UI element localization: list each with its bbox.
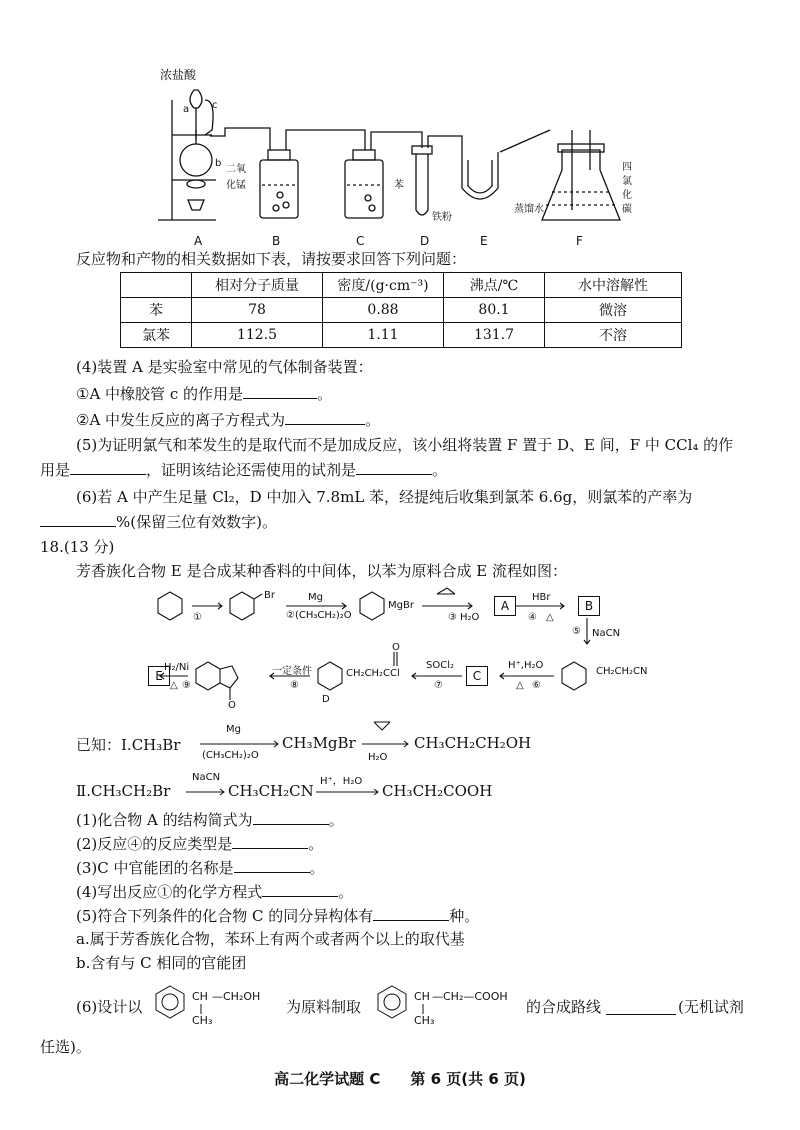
q2-text: (2)反应④的反应类型是: [76, 835, 233, 853]
known-mg: Mg: [226, 724, 241, 735]
label-b: b: [215, 158, 222, 169]
table-row: [121, 298, 682, 323]
table-cell: 苯: [121, 298, 192, 323]
epoxide: [437, 588, 455, 594]
table-cell: 不溶: [545, 323, 682, 348]
data-table: [120, 272, 682, 348]
q6-18-text2: 为原料制取: [286, 998, 362, 1016]
letter-B: B: [272, 234, 281, 248]
benzene-ring: [158, 592, 182, 620]
h2o-label: H₂O: [460, 612, 480, 623]
delta-label-3: △: [516, 680, 524, 691]
label-benzene: 苯: [394, 180, 404, 191]
q18-5a: a.属于芳香族化合物，苯环上有两个或者两个以上的取代基: [76, 930, 465, 948]
q5-line2: [40, 458, 760, 481]
h2ni-label: H₂/Ni: [164, 662, 190, 673]
period: 。: [309, 859, 325, 877]
q4b-text: ②A 中发生反应的离子方程式为: [76, 411, 286, 429]
step-9: ⑨: [182, 680, 191, 691]
period: 。: [338, 883, 354, 901]
carbonyl-o-label: O: [392, 642, 400, 653]
letter-F: F: [576, 234, 583, 248]
q18-1: [76, 808, 760, 831]
known-prod2: CH₃CH₂COOH: [382, 782, 493, 800]
round-flask: [180, 144, 212, 176]
step-8: ⑧: [290, 680, 299, 691]
table-cell: 微溶: [545, 298, 682, 323]
q6-18-text4: (无机试剂: [678, 998, 744, 1016]
table-header-row: [121, 273, 682, 298]
answer-blank[interactable]: [253, 808, 329, 825]
step-6: ⑥: [532, 680, 541, 691]
label-a: a: [183, 104, 190, 115]
m1-bond: [198, 1004, 204, 1014]
br-label: Br: [264, 590, 275, 601]
table-cell: 80.1: [444, 298, 545, 323]
compound-D: D: [322, 694, 330, 705]
q1-text: (1)化合物 A 的结构简式为: [76, 811, 253, 829]
label-ccl4-2: 氯: [622, 176, 632, 187]
q6-line1: (6)若 A 中产生足量 Cl₂，D 中加入 7.8mL 苯，经提纯后收集到氯苯 6.6g，则氯苯的产率为: [76, 488, 693, 506]
q5-text1: 用是: [40, 461, 71, 479]
table-header: 密度/(g·cm⁻³): [323, 273, 444, 298]
answer-blank[interactable]: [70, 458, 146, 475]
hbr-label: HBr: [532, 592, 551, 603]
m1-ch: CH: [192, 990, 208, 1003]
label-water: 蒸馏水: [514, 204, 544, 215]
q3-text: (3)C 中官能团的名称是: [76, 859, 234, 877]
answer-blank[interactable]: [606, 998, 676, 1015]
q18-intro: 芳香族化合物 E 是合成某种香料的中间体，以苯为原料合成 E 流程如图：: [76, 562, 567, 580]
bottle-C: [345, 160, 383, 218]
q6-18-text5: 任选)。: [40, 1038, 91, 1056]
q6-text: %(保留三位有效数字)。: [116, 513, 277, 531]
delta-label: △: [546, 612, 554, 623]
letter-C: C: [356, 234, 365, 248]
step-1: ①: [193, 612, 202, 623]
table-cell: 131.7: [444, 323, 545, 348]
hh2o-label: H⁺,H₂O: [508, 660, 544, 671]
m2-ch: CH: [414, 990, 430, 1003]
known-mid: CH₃MgBr: [282, 734, 356, 752]
q5-18-text: (5)符合下列条件的化合物 C 的同分异构体有: [76, 907, 374, 925]
known-arrow-2: [362, 716, 410, 750]
table-intro: 反应物和产物的相关数据如下表，请按要求回答下列问题：: [76, 250, 467, 268]
q4-part1: [76, 382, 760, 405]
q18-5b: b.含有与 C 相同的官能团: [76, 954, 247, 972]
box-E: E: [148, 666, 170, 686]
bromobenzene-ring: [230, 592, 254, 620]
known-nacn: NaCN: [192, 772, 221, 783]
socl2-label: SOCl₂: [426, 660, 454, 671]
table-header: [121, 273, 192, 298]
q6-18-text1: (6)设计以: [76, 998, 143, 1016]
q6-target-ring: [372, 980, 412, 1024]
mg-label: Mg: [308, 592, 323, 603]
table-cell: 氯苯: [121, 323, 192, 348]
box-A: A: [494, 596, 516, 616]
label-mno2-1: 二氧: [226, 164, 246, 175]
box-B: B: [578, 596, 600, 616]
label-c: c: [212, 100, 218, 111]
answer-blank[interactable]: [232, 832, 308, 849]
label-ccl4-4: 碳: [622, 204, 632, 215]
q6-line2: [40, 510, 760, 533]
q5-end: 种。: [449, 907, 480, 925]
period: 。: [365, 411, 381, 429]
known-arrow-4: [316, 788, 380, 796]
q18-2: [76, 832, 760, 855]
q4-18-text: (4)写出反应①的化学方程式: [76, 883, 263, 901]
page-footer: 高二化学试题 C 第 6 页(共 6 页): [274, 1070, 526, 1088]
answer-blank[interactable]: [356, 458, 432, 475]
indanone-ring: [196, 662, 220, 690]
delta-label-2: △: [170, 680, 178, 691]
burner: [188, 200, 204, 210]
grignard-ring: [360, 592, 384, 620]
known-ether: (CH₃CH₂)₂O: [202, 750, 259, 761]
answer-blank[interactable]: [40, 510, 116, 527]
step-7: ⑦: [434, 680, 443, 691]
known-arrow-3: [186, 788, 226, 796]
table-cell: 78: [192, 298, 323, 323]
table-row: [121, 323, 682, 348]
table-cell: 112.5: [192, 323, 323, 348]
period: 。: [328, 811, 344, 829]
period: 。: [432, 461, 448, 479]
table-header: 相对分子质量: [192, 273, 323, 298]
letter-E: E: [480, 234, 488, 248]
q18-4: [76, 880, 760, 903]
q6-18-text3: 的合成路线: [526, 998, 602, 1016]
step-3: ③: [448, 612, 457, 623]
known-mid2: CH₃CH₂CN: [228, 782, 314, 800]
q4-heading: (4)装置 A 是实验室中常见的气体制备装置：: [76, 358, 373, 376]
ether-label: ②(CH₃CH₂)₂O: [286, 610, 352, 621]
known-h2o: H₂O: [368, 752, 388, 763]
q18-heading: 18.(13 分): [40, 538, 115, 556]
answer-blank[interactable]: [262, 880, 338, 897]
period: 。: [317, 385, 333, 403]
ketone-o-label: O: [228, 700, 236, 711]
q5-line1: (5)为证明氯气和苯发生的是取代而不是加成反应，该小组将装置 F 置于 D、E 间，F 中 CCl₄ 的作: [76, 436, 734, 454]
q5-text2: ，证明该结论还需使用的试剂是: [146, 461, 357, 479]
acyl-chloride-ring: [318, 662, 342, 690]
answer-blank[interactable]: [234, 856, 310, 873]
test-tube-D: [416, 154, 428, 215]
step-4: ④: [528, 612, 537, 623]
period: 。: [308, 835, 324, 853]
q4a-text: ①A 中橡胶管 c 的作用是: [76, 385, 243, 403]
m1-rest: —CH₂OH: [212, 990, 261, 1003]
label-iron: 铁粉: [432, 212, 452, 223]
label-mno2-2: 化锰: [226, 180, 246, 191]
known-II: Ⅱ.CH₃CH₂Br: [76, 782, 171, 800]
acyl-label: CH₂CH₂CCl: [346, 668, 400, 679]
label-ccl4-3: 化: [622, 190, 632, 201]
answer-blank[interactable]: [243, 382, 317, 399]
known-prod1: CH₃CH₂CH₂OH: [414, 734, 532, 752]
letter-D: D: [420, 234, 430, 248]
m2-rest: —CH₂—COOH: [432, 990, 508, 1003]
cond-label: 一定条件: [272, 666, 312, 677]
label-acid: 浓盐酸: [160, 68, 197, 82]
known-arrow-1: [200, 740, 280, 748]
table-header: 沸点/℃: [444, 273, 545, 298]
q6-start-ring: [150, 980, 190, 1024]
nacn-label: NaCN: [592, 628, 621, 639]
nitrile-label: CH₂CH₂CN: [596, 666, 648, 677]
box-C: C: [466, 666, 488, 686]
m1-ch3: CH₃: [192, 1014, 213, 1027]
answer-blank[interactable]: [285, 408, 365, 425]
apparatus-figure: [150, 60, 670, 250]
q4-part2: [76, 408, 760, 431]
label-ccl4-1: 四: [622, 162, 632, 173]
q18-5: [76, 904, 760, 927]
q18-3: [76, 856, 760, 879]
answer-blank[interactable]: [373, 904, 449, 921]
known-hcond: H⁺，H₂O: [320, 776, 363, 787]
separatory-funnel: [190, 90, 202, 108]
m2-bond: [420, 1004, 426, 1014]
step-5: ⑤: [572, 626, 581, 637]
mgbr-label: MgBr: [388, 600, 414, 611]
table-cell: 0.88: [323, 298, 444, 323]
table-header: 水中溶解性: [545, 273, 682, 298]
m2-ch3: CH₃: [414, 1014, 435, 1027]
letter-A: A: [194, 234, 203, 248]
known-I: 已知：Ⅰ.CH₃Br: [76, 736, 181, 754]
conical-flask-F: [542, 150, 620, 220]
nitrile-ring: [562, 662, 586, 690]
table-cell: 1.11: [323, 323, 444, 348]
